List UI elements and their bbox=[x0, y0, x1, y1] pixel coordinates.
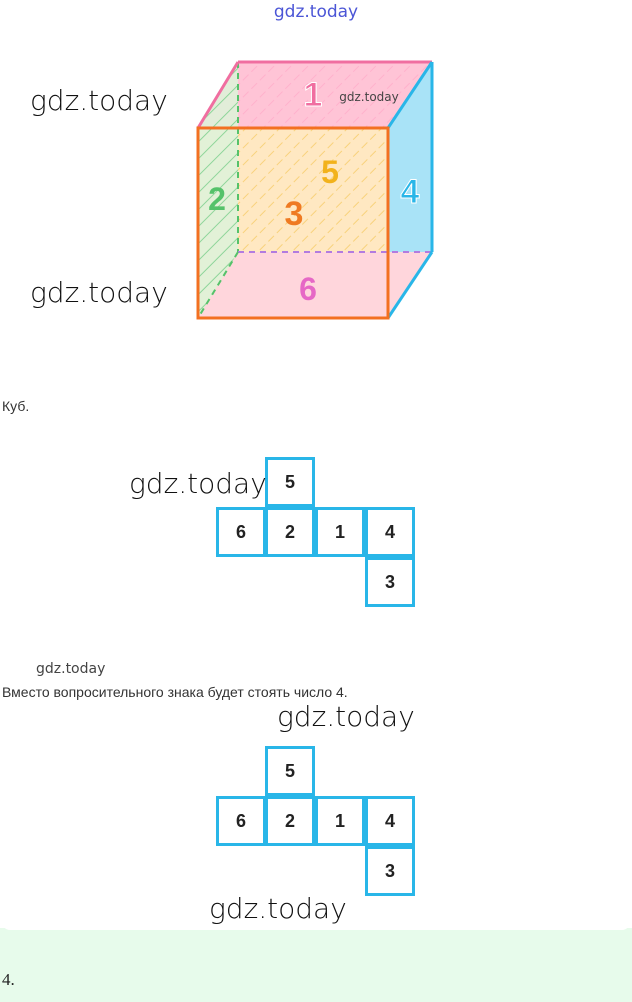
watermark-4: gdz.today bbox=[36, 661, 106, 677]
net2-cell-2: 2 bbox=[265, 796, 315, 846]
final-answer: 4. bbox=[2, 970, 15, 989]
face-label-bottom: 6 bbox=[299, 271, 317, 307]
watermark-6: gdz.today bbox=[209, 892, 347, 925]
answer-background bbox=[0, 928, 632, 1002]
net2-cell-3: 3 bbox=[365, 846, 415, 896]
net1-cell-6: 6 bbox=[216, 507, 266, 557]
face-label-left: 2 bbox=[208, 181, 226, 217]
face-label-top: 1 bbox=[303, 76, 323, 114]
caption-answer: Вместо вопросительного знака будет стоять число 4. bbox=[2, 684, 348, 700]
cube-illustration bbox=[190, 55, 440, 325]
watermark-top: gdz.today bbox=[273, 2, 359, 22]
net1-cell-2: 2 bbox=[265, 507, 315, 557]
net2-cell-1: 1 bbox=[315, 796, 365, 846]
net2-cell-5: 5 bbox=[265, 746, 315, 796]
net2-cell-6: 6 bbox=[216, 796, 266, 846]
net1-cell-5: 5 bbox=[265, 457, 315, 507]
watermark-cube-small: gdz.today bbox=[339, 90, 399, 104]
watermark-2: gdz.today bbox=[30, 276, 168, 309]
net1-cell-3: 3 bbox=[365, 557, 415, 607]
watermark-1: gdz.today bbox=[30, 84, 168, 117]
face-label-back: 5 bbox=[321, 154, 339, 190]
caption-cube: Куб. bbox=[2, 398, 30, 414]
net2-cell-4: 4 bbox=[365, 796, 415, 846]
net1-cell-1: 1 bbox=[315, 507, 365, 557]
face-label-front: 3 bbox=[284, 195, 304, 233]
watermark-5: gdz.today bbox=[277, 700, 415, 733]
watermark-3: gdz.today bbox=[129, 467, 267, 500]
face-label-right: 4 bbox=[400, 173, 420, 211]
net1-cell-4: 4 bbox=[365, 507, 415, 557]
